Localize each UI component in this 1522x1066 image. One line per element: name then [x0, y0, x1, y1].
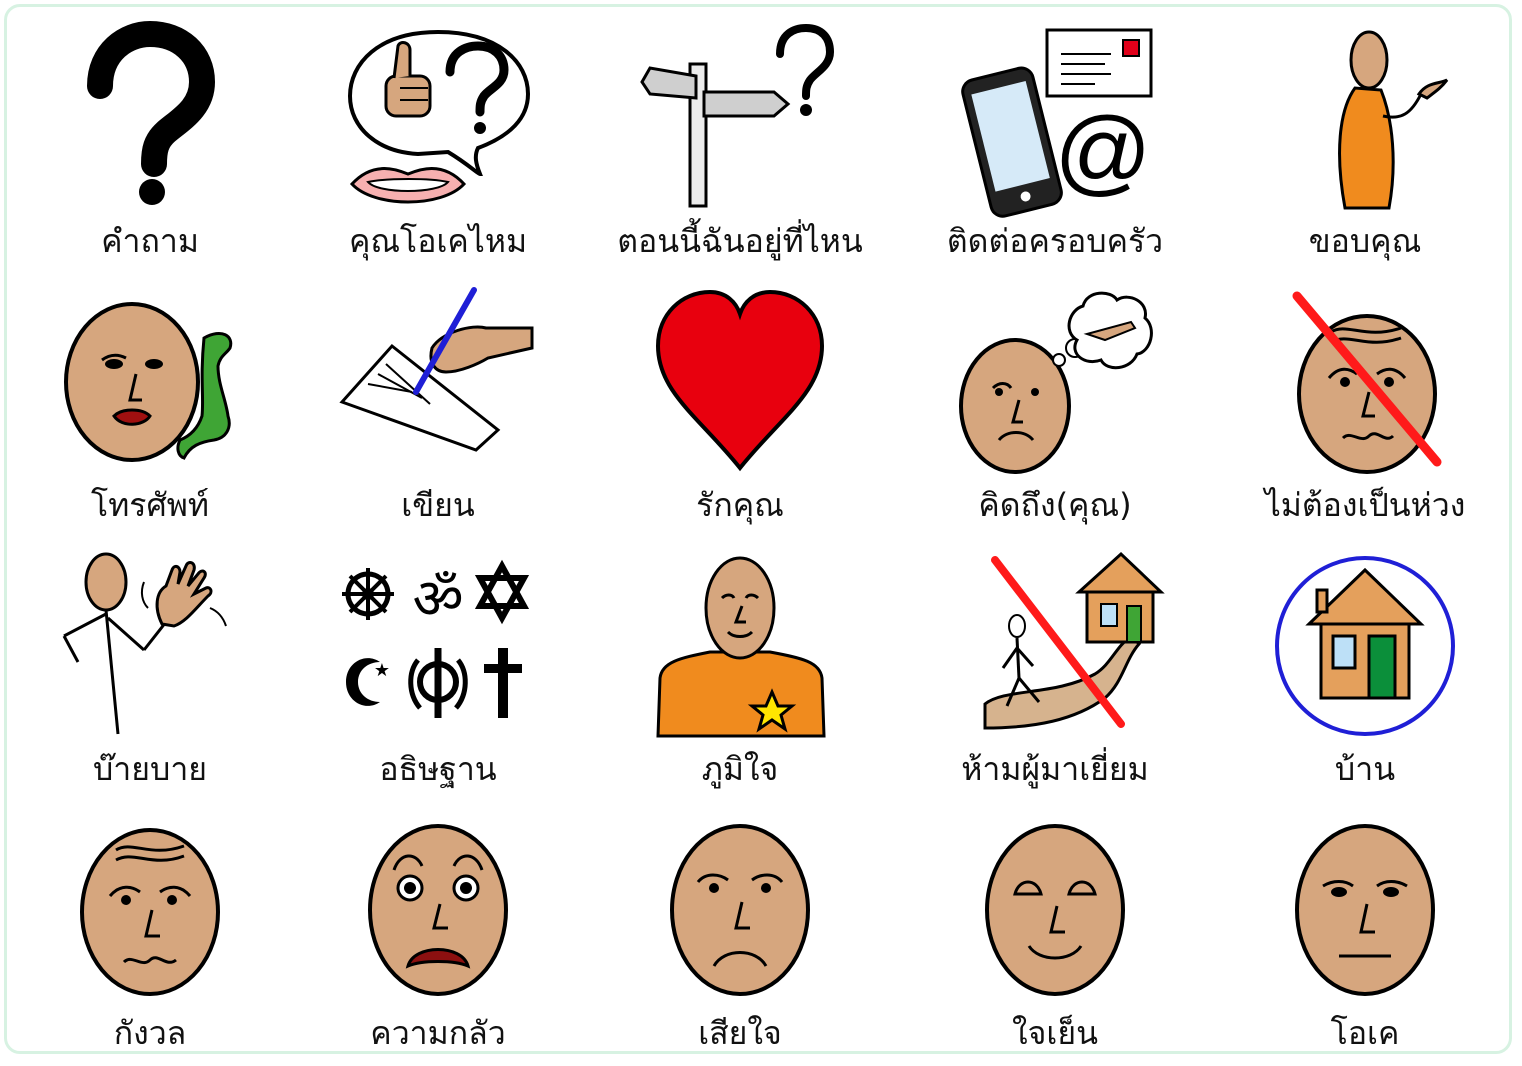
cell-label: ห้ามผู้มาเยี่ยม [961, 750, 1149, 788]
sad-face-thought-bubble-icon [955, 288, 1155, 473]
calm-face-icon [955, 816, 1155, 1001]
heart-icon [640, 288, 840, 473]
cell-label: คำถาม [101, 222, 199, 260]
cell-question[interactable] [0, 12, 300, 274]
cell-are-you-ok[interactable] [288, 12, 588, 274]
cell-label: ตอนนี้ฉันอยู่ที่ไหน [617, 222, 863, 260]
cell-contact-family[interactable] [905, 12, 1205, 274]
svg-text:★: ★ [373, 660, 391, 681]
cell-sad[interactable] [590, 804, 890, 1066]
cell-goodbye[interactable] [0, 540, 300, 802]
worried-face-crossed-icon [1265, 288, 1465, 473]
cell-home[interactable] [1215, 540, 1515, 802]
worried-face-icon [50, 816, 250, 1001]
cell-proud[interactable] [590, 540, 890, 802]
cell-label: โอเค [1330, 1014, 1400, 1052]
cell-label: ภูมิใจ [701, 750, 779, 788]
svg-text:ॐ: ॐ [412, 567, 464, 632]
cell-label: อธิษฐาน [379, 750, 497, 788]
signpost-question-icon [640, 24, 840, 209]
cell-fear[interactable] [288, 804, 588, 1066]
cell-label: ติดต่อครอบครัว [946, 222, 1164, 260]
cell-miss-you[interactable] [905, 276, 1205, 538]
cell-where-am-i[interactable] [590, 12, 890, 274]
cell-label: โทรศัพท์ [91, 486, 209, 524]
cell-label: บ๊ายบาย [92, 750, 208, 788]
cell-label: กังวล [113, 1014, 187, 1052]
cell-ok[interactable] [1215, 804, 1515, 1066]
cell-label: เขียน [401, 486, 475, 524]
cell-label: รักคุณ [696, 486, 784, 524]
cell-label: คุณโอเคไหม [348, 222, 528, 260]
scared-face-icon [338, 816, 538, 1001]
face-telephone-icon [50, 288, 250, 473]
religious-symbols-icon [338, 552, 538, 737]
cell-write[interactable] [288, 276, 588, 538]
svg-text:@: @ [1054, 98, 1152, 205]
cell-pray[interactable] [288, 540, 588, 802]
cell-dont-worry[interactable] [1215, 276, 1515, 538]
cell-telephone[interactable] [0, 276, 300, 538]
cell-label: เสียใจ [698, 1014, 782, 1052]
cell-calm[interactable] [905, 804, 1205, 1066]
cell-label: บ้าน [1334, 750, 1396, 788]
cell-thank-you[interactable] [1215, 12, 1515, 274]
no-visitors-icon [955, 552, 1155, 737]
sad-face-icon [640, 816, 840, 1001]
house-circle-icon [1265, 552, 1465, 737]
neutral-face-icon [1265, 816, 1465, 1001]
cell-label: ความกลัว [370, 1014, 506, 1052]
phone-mail-at-icon [955, 24, 1155, 209]
person-gesturing-icon [1265, 24, 1465, 209]
cell-label: คิดถึง(คุณ) [978, 486, 1132, 524]
cell-label: ขอบคุณ [1308, 222, 1422, 260]
proud-person-star-icon [640, 552, 840, 737]
cell-label: ใจเย็น [1012, 1014, 1098, 1052]
cell-love-you[interactable] [590, 276, 890, 538]
cell-label: ไม่ต้องเป็นห่วง [1264, 486, 1466, 524]
cell-no-visitors[interactable] [905, 540, 1205, 802]
question-mark-icon [50, 24, 250, 209]
thumbs-up-question-speech-icon [338, 24, 538, 209]
waving-person-icon [50, 552, 250, 737]
hand-writing-icon [338, 288, 538, 473]
cell-worried[interactable] [0, 804, 300, 1066]
